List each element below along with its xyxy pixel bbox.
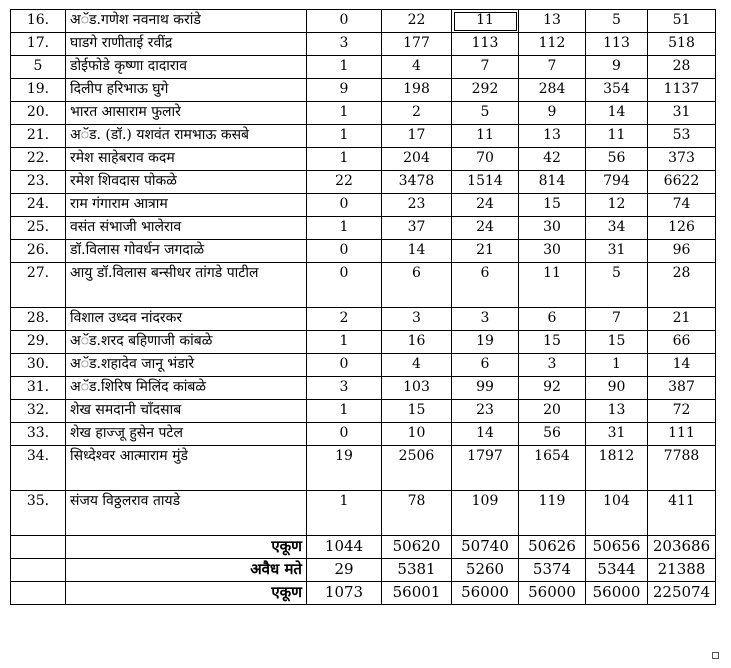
row-total-cell: 72 xyxy=(648,400,716,423)
vote-count-cell: 0 xyxy=(307,10,382,33)
candidate-name: अॅड. (डॉ.) यशवंत रामभाऊ कसबे xyxy=(66,125,307,148)
candidate-name: घाडगे राणीताई रवींद्र xyxy=(66,33,307,56)
vote-count-cell: 17 xyxy=(382,125,452,148)
candidate-name: भारत आसाराम फुलारे xyxy=(66,102,307,125)
row-total-cell: 373 xyxy=(648,148,716,171)
row-total-cell: 14 xyxy=(648,354,716,377)
vote-count-cell: 1 xyxy=(307,148,382,171)
vote-count-cell: 13 xyxy=(519,10,586,33)
vote-count-cell: 11 xyxy=(452,125,519,148)
total-value-cell: 1044 xyxy=(307,536,382,559)
serial-number: 32. xyxy=(11,400,66,423)
vote-count-cell: 30 xyxy=(519,240,586,263)
candidate-name: सिध्देश्वर आत्माराम मुंडे xyxy=(66,446,307,491)
row-total-cell: 111 xyxy=(648,423,716,446)
vote-count-cell: 0 xyxy=(307,354,382,377)
total-value-cell: 5344 xyxy=(586,559,648,582)
candidate-name: शेख समदानी चॉंदसाब xyxy=(66,400,307,423)
total-value-cell: 50740 xyxy=(452,536,519,559)
total-value-cell: 225074 xyxy=(648,582,716,605)
vote-count-cell: 13 xyxy=(519,125,586,148)
table-row xyxy=(11,56,716,79)
vote-count-cell: 1654 xyxy=(519,446,586,491)
vote-count-cell: 794 xyxy=(586,171,648,194)
serial-number: 28. xyxy=(11,308,66,331)
vote-count-cell: 1 xyxy=(307,400,382,423)
vote-count-cell: 78 xyxy=(382,491,452,536)
row-total-cell: 51 xyxy=(648,10,716,33)
resize-handle xyxy=(712,652,719,659)
vote-count-cell: 5 xyxy=(586,10,648,33)
row-total-cell: 6622 xyxy=(648,171,716,194)
vote-count-cell: 34 xyxy=(586,217,648,240)
total-value-cell: 1073 xyxy=(307,582,382,605)
vote-count-cell: 5 xyxy=(452,102,519,125)
candidate-name: आयु डॉ.विलास बन्सीधर तांगडे पाटील xyxy=(66,263,307,308)
row-total-cell: 53 xyxy=(648,125,716,148)
vote-count-cell: 24 xyxy=(452,217,519,240)
vote-count-cell: 56 xyxy=(586,148,648,171)
table-row xyxy=(11,377,716,400)
vote-count-cell: 5 xyxy=(586,263,648,308)
vote-count-cell: 3 xyxy=(519,354,586,377)
serial-number: 29. xyxy=(11,331,66,354)
vote-count-cell: 56 xyxy=(519,423,586,446)
candidate-name: रमेश शिवदास पोकळे xyxy=(66,171,307,194)
vote-count-cell: 1 xyxy=(307,125,382,148)
vote-count-cell: 13 xyxy=(586,400,648,423)
table-row xyxy=(11,102,716,125)
row-total-cell: 387 xyxy=(648,377,716,400)
vote-count-cell: 1 xyxy=(307,102,382,125)
vote-count-cell: 14 xyxy=(382,240,452,263)
vote-count-cell: 1514 xyxy=(452,171,519,194)
serial-number: 16. xyxy=(11,10,66,33)
table-row xyxy=(11,125,716,148)
serial-number: 21. xyxy=(11,125,66,148)
serial-number: 22. xyxy=(11,148,66,171)
vote-count-cell: 2 xyxy=(307,308,382,331)
row-total-cell: 74 xyxy=(648,194,716,217)
candidate-name: अॅड.शहादेव जानू भंडारे xyxy=(66,354,307,377)
vote-count-cell: 22 xyxy=(307,171,382,194)
vote-count-cell: 4 xyxy=(382,56,452,79)
vote-count-cell: 198 xyxy=(382,79,452,102)
vote-count-cell: 3 xyxy=(307,377,382,400)
vote-count-cell: 15 xyxy=(519,331,586,354)
row-total-cell: 31 xyxy=(648,102,716,125)
total-value-cell: 29 xyxy=(307,559,382,582)
table-row xyxy=(11,10,716,33)
candidate-name: डॉ.विलास गोवर्धन जगदाळे xyxy=(66,240,307,263)
vote-count-cell: 20 xyxy=(519,400,586,423)
vote-count-cell: 22 xyxy=(382,10,452,33)
total-value-cell: 56000 xyxy=(519,582,586,605)
candidate-name: दिलीप हरिभाऊ घुगे xyxy=(66,79,307,102)
table-row xyxy=(11,171,716,194)
vote-count-cell: 1 xyxy=(307,491,382,536)
row-total-cell: 21 xyxy=(648,308,716,331)
vote-count-cell: 15 xyxy=(519,194,586,217)
vote-count-cell: 15 xyxy=(586,331,648,354)
vote-count-cell: 3 xyxy=(307,33,382,56)
empty-cell xyxy=(11,559,66,582)
vote-count-cell: 14 xyxy=(586,102,648,125)
serial-number: 24. xyxy=(11,194,66,217)
serial-number: 34. xyxy=(11,446,66,491)
vote-count-cell: 6 xyxy=(452,354,519,377)
vote-count-cell: 3 xyxy=(452,308,519,331)
results-table xyxy=(10,9,716,605)
serial-number: 19. xyxy=(11,79,66,102)
vote-count-cell: 42 xyxy=(519,148,586,171)
table-row xyxy=(11,354,716,377)
vote-count-cell: 9 xyxy=(586,56,648,79)
vote-count-cell: 31 xyxy=(586,423,648,446)
vote-count-cell: 9 xyxy=(519,102,586,125)
row-total-cell: 28 xyxy=(648,56,716,79)
serial-number: 25. xyxy=(11,217,66,240)
serial-number: 17. xyxy=(11,33,66,56)
vote-count-cell: 0 xyxy=(307,240,382,263)
vote-count-cell: 3478 xyxy=(382,171,452,194)
table-row xyxy=(11,240,716,263)
vote-count-cell: 19 xyxy=(452,331,519,354)
total-value-cell: 5260 xyxy=(452,559,519,582)
candidate-name: डोईफोडे कृष्णा दादाराव xyxy=(66,56,307,79)
vote-count-cell: 0 xyxy=(307,423,382,446)
vote-count-cell: 814 xyxy=(519,171,586,194)
serial-number: 5 xyxy=(11,56,66,79)
table-row xyxy=(11,423,716,446)
candidate-name: अॅड.गणेश नवनाथ करांडे xyxy=(66,10,307,33)
vote-count-cell: 284 xyxy=(519,79,586,102)
vote-count-cell: 1 xyxy=(307,217,382,240)
vote-count-cell: 90 xyxy=(586,377,648,400)
totals-label: एकूण xyxy=(66,582,307,605)
serial-number: 31. xyxy=(11,377,66,400)
vote-count-cell: 1 xyxy=(307,331,382,354)
candidate-name: विशाल उध्दव नांदरकर xyxy=(66,308,307,331)
totals-row xyxy=(11,559,716,582)
vote-count-cell: 14 xyxy=(452,423,519,446)
vote-count-cell: 7 xyxy=(519,56,586,79)
total-value-cell: 56000 xyxy=(452,582,519,605)
vote-count-cell: 0 xyxy=(307,194,382,217)
vote-count-cell: 19 xyxy=(307,446,382,491)
vote-count-cell: 11 xyxy=(519,263,586,308)
total-value-cell: 21388 xyxy=(648,559,716,582)
total-value-cell: 5374 xyxy=(519,559,586,582)
row-total-cell: 1137 xyxy=(648,79,716,102)
vote-count-cell: 7 xyxy=(452,56,519,79)
candidate-name: अॅड.शिरिष मिलिंद कांबळे xyxy=(66,377,307,400)
candidate-name: शेख हाज्जू हुसेन पटेल xyxy=(66,423,307,446)
vote-count-cell: 6 xyxy=(382,263,452,308)
vote-count-cell: 2506 xyxy=(382,446,452,491)
serial-number: 23. xyxy=(11,171,66,194)
vote-count-cell: 3 xyxy=(382,308,452,331)
vote-count-cell: 7 xyxy=(586,308,648,331)
vote-count-cell: 24 xyxy=(452,194,519,217)
row-total-cell: 411 xyxy=(648,491,716,536)
vote-count-cell: 12 xyxy=(586,194,648,217)
vote-count-cell: 30 xyxy=(519,217,586,240)
vote-count-cell: 92 xyxy=(519,377,586,400)
totals-row xyxy=(11,536,716,559)
totals-row xyxy=(11,582,716,605)
row-total-cell: 66 xyxy=(648,331,716,354)
serial-number: 20. xyxy=(11,102,66,125)
vote-count-cell: 292 xyxy=(452,79,519,102)
row-total-cell: 7788 xyxy=(648,446,716,491)
table-row xyxy=(11,400,716,423)
vote-count-cell: 6 xyxy=(452,263,519,308)
total-value-cell: 50626 xyxy=(519,536,586,559)
vote-count-cell: 11 xyxy=(452,10,519,33)
vote-count-cell: 1812 xyxy=(586,446,648,491)
vote-count-cell: 11 xyxy=(586,125,648,148)
table-row xyxy=(11,217,716,240)
serial-number: 27. xyxy=(11,263,66,308)
table-row xyxy=(11,491,716,536)
vote-count-cell: 10 xyxy=(382,423,452,446)
candidate-name: रमेश साहेबराव कदम xyxy=(66,148,307,171)
vote-count-cell: 177 xyxy=(382,33,452,56)
vote-count-cell: 103 xyxy=(382,377,452,400)
vote-count-cell: 113 xyxy=(586,33,648,56)
vote-count-cell: 1 xyxy=(307,56,382,79)
vote-count-cell: 16 xyxy=(382,331,452,354)
total-value-cell: 5381 xyxy=(382,559,452,582)
serial-number: 30. xyxy=(11,354,66,377)
vote-count-cell: 112 xyxy=(519,33,586,56)
table-row xyxy=(11,79,716,102)
total-value-cell: 56000 xyxy=(586,582,648,605)
row-total-cell: 28 xyxy=(648,263,716,308)
total-value-cell: 203686 xyxy=(648,536,716,559)
table-row xyxy=(11,33,716,56)
serial-number: 35. xyxy=(11,491,66,536)
vote-count-cell: 6 xyxy=(519,308,586,331)
vote-count-cell: 99 xyxy=(452,377,519,400)
vote-count-cell: 70 xyxy=(452,148,519,171)
candidate-name: वसंत संभाजी भालेराव xyxy=(66,217,307,240)
vote-count-cell: 204 xyxy=(382,148,452,171)
vote-count-cell: 21 xyxy=(452,240,519,263)
vote-count-cell: 31 xyxy=(586,240,648,263)
candidate-name: राम गंगाराम आत्राम xyxy=(66,194,307,217)
row-total-cell: 126 xyxy=(648,217,716,240)
table-body xyxy=(11,10,716,605)
total-value-cell: 50620 xyxy=(382,536,452,559)
row-total-cell: 96 xyxy=(648,240,716,263)
vote-count-cell: 4 xyxy=(382,354,452,377)
row-total-cell: 518 xyxy=(648,33,716,56)
vote-count-cell: 1797 xyxy=(452,446,519,491)
vote-count-cell: 23 xyxy=(382,194,452,217)
vote-count-cell: 0 xyxy=(307,263,382,308)
vote-count-cell: 113 xyxy=(452,33,519,56)
vote-count-cell: 15 xyxy=(382,400,452,423)
vote-count-cell: 37 xyxy=(382,217,452,240)
empty-cell xyxy=(11,582,66,605)
candidate-name: अॅड.शरद बहिणाजी कांबळे xyxy=(66,331,307,354)
table-row xyxy=(11,148,716,171)
vote-count-cell: 23 xyxy=(452,400,519,423)
candidate-name: संजय विठ्ठलराव तायडे xyxy=(66,491,307,536)
table-row xyxy=(11,446,716,491)
total-value-cell: 56001 xyxy=(382,582,452,605)
vote-count-cell: 354 xyxy=(586,79,648,102)
vote-count-cell: 2 xyxy=(382,102,452,125)
table-row xyxy=(11,308,716,331)
table-row xyxy=(11,194,716,217)
vote-count-cell: 9 xyxy=(307,79,382,102)
vote-count-cell: 119 xyxy=(519,491,586,536)
table-row xyxy=(11,331,716,354)
serial-number: 26. xyxy=(11,240,66,263)
serial-number: 33. xyxy=(11,423,66,446)
vote-count-cell: 104 xyxy=(586,491,648,536)
totals-label: अवैध मते xyxy=(66,559,307,582)
vote-count-cell: 109 xyxy=(452,491,519,536)
empty-cell xyxy=(11,536,66,559)
vote-count-cell: 1 xyxy=(586,354,648,377)
totals-label: एकूण xyxy=(66,536,307,559)
total-value-cell: 50656 xyxy=(586,536,648,559)
table-row xyxy=(11,263,716,308)
